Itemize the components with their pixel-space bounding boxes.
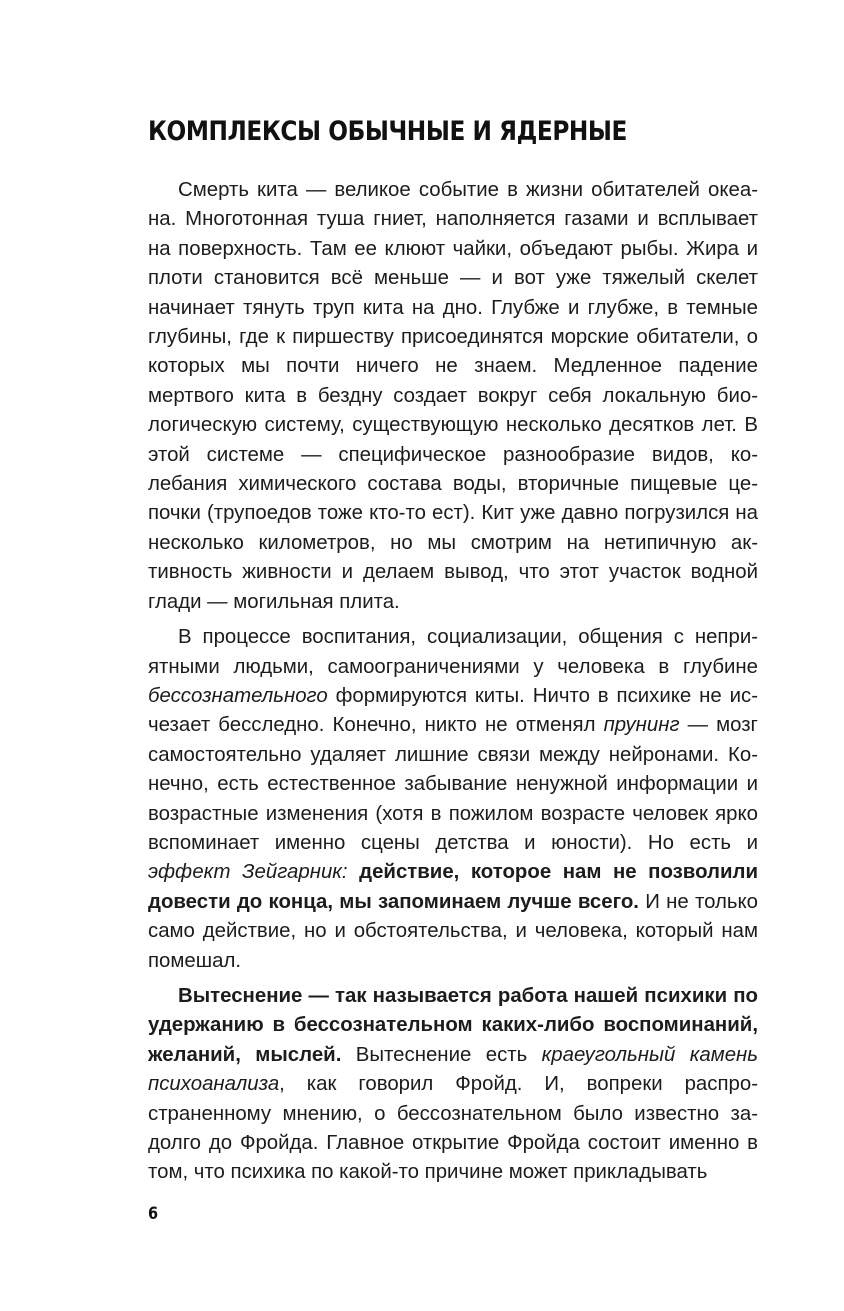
paragraph-repression [148, 982, 758, 1188]
italic-term-pruning: прунинг [603, 714, 680, 737]
text-run: В процессе воспитания, социализации, общения с неприятными людьми, самоограничениями у человека в глубине [148, 626, 758, 678]
paragraph-1-text: Смерть кита — великое событие в жизни обитателей океана. Многотонная туша гниет, наполняется газами и всплывает на поверхность. Там ее клюют чайки, объедают рыбы. Жира и плоти становится всё меньше — и вот уже тяжелый скелет начинает тянуть труп кита на дно. Глубже и глубже, в темные глубины, где к пиршеству присоединятся морские обитатели, о которых мы почти ничего не знаем. Медленное падение мертвого кита в бездну создает вокруг себя локальную биологическую систему, существующую несколько десятков лет. В этой системе — специфическое разнообразие видов, колебания химического состава воды, вторичные пищевые цепочки (трупоедов тоже кто-то ест). Кит уже давно погрузился на несколько километров, но мы смотрим на нетипичную активность живности и делаем вывод, что этот участок водной глади — могильная плита. [148, 179, 758, 613]
italic-term-zeigarnik-effect: эффект Зейгарник: [148, 861, 348, 884]
text-run: И не только само действие, но и обстоятельства, и человека, который нам помешал. [148, 890, 758, 972]
page-number: 6 [148, 1204, 159, 1224]
page-title: КОМПЛЕКСЫ ОБЫЧНЫЕ И ЯДЕРНЫЕ [148, 116, 627, 147]
text-run: , как говорил Фройд. И, вопреки распространенному мнению, о бессознательном было известно задолго до Фройда. Главное открытие Фройда состоит именно в том, что психика по какой-то причине может прикладывать [148, 1073, 758, 1184]
italic-term-unconscious: бессознательного [148, 684, 328, 707]
bold-definition-repression: Вытеснение — так называется работа нашей психики по удержанию в бессознательном каких-либо воспоминаний, желаний, мыслей. [148, 984, 758, 1066]
body-text [148, 176, 758, 1188]
text-run: Вытеснение есть [341, 1043, 542, 1066]
paragraph-complexes [148, 623, 758, 976]
paragraph-whale-fall [148, 176, 758, 617]
bold-statement-unfinished-action: действие, которое нам не позволили довести до конца, мы запоминаем лучше всего. [148, 861, 758, 913]
text-run [348, 861, 360, 883]
text-run: формируются киты. Ничто в психике не исчезает бесследно. Конечно, никто не отменял [148, 684, 758, 737]
text-run: — мозг самостоятельно удаляет лишние связи между нейронами. Конечно, есть естественное забывание ненужной информации и возрастные изменения (хотя в пожилом возрасте человек ярко вспоминает именно сцены детства и юности). Но есть и [148, 714, 758, 854]
italic-term-cornerstone: краеугольный камень психоанализа [148, 1043, 758, 1096]
